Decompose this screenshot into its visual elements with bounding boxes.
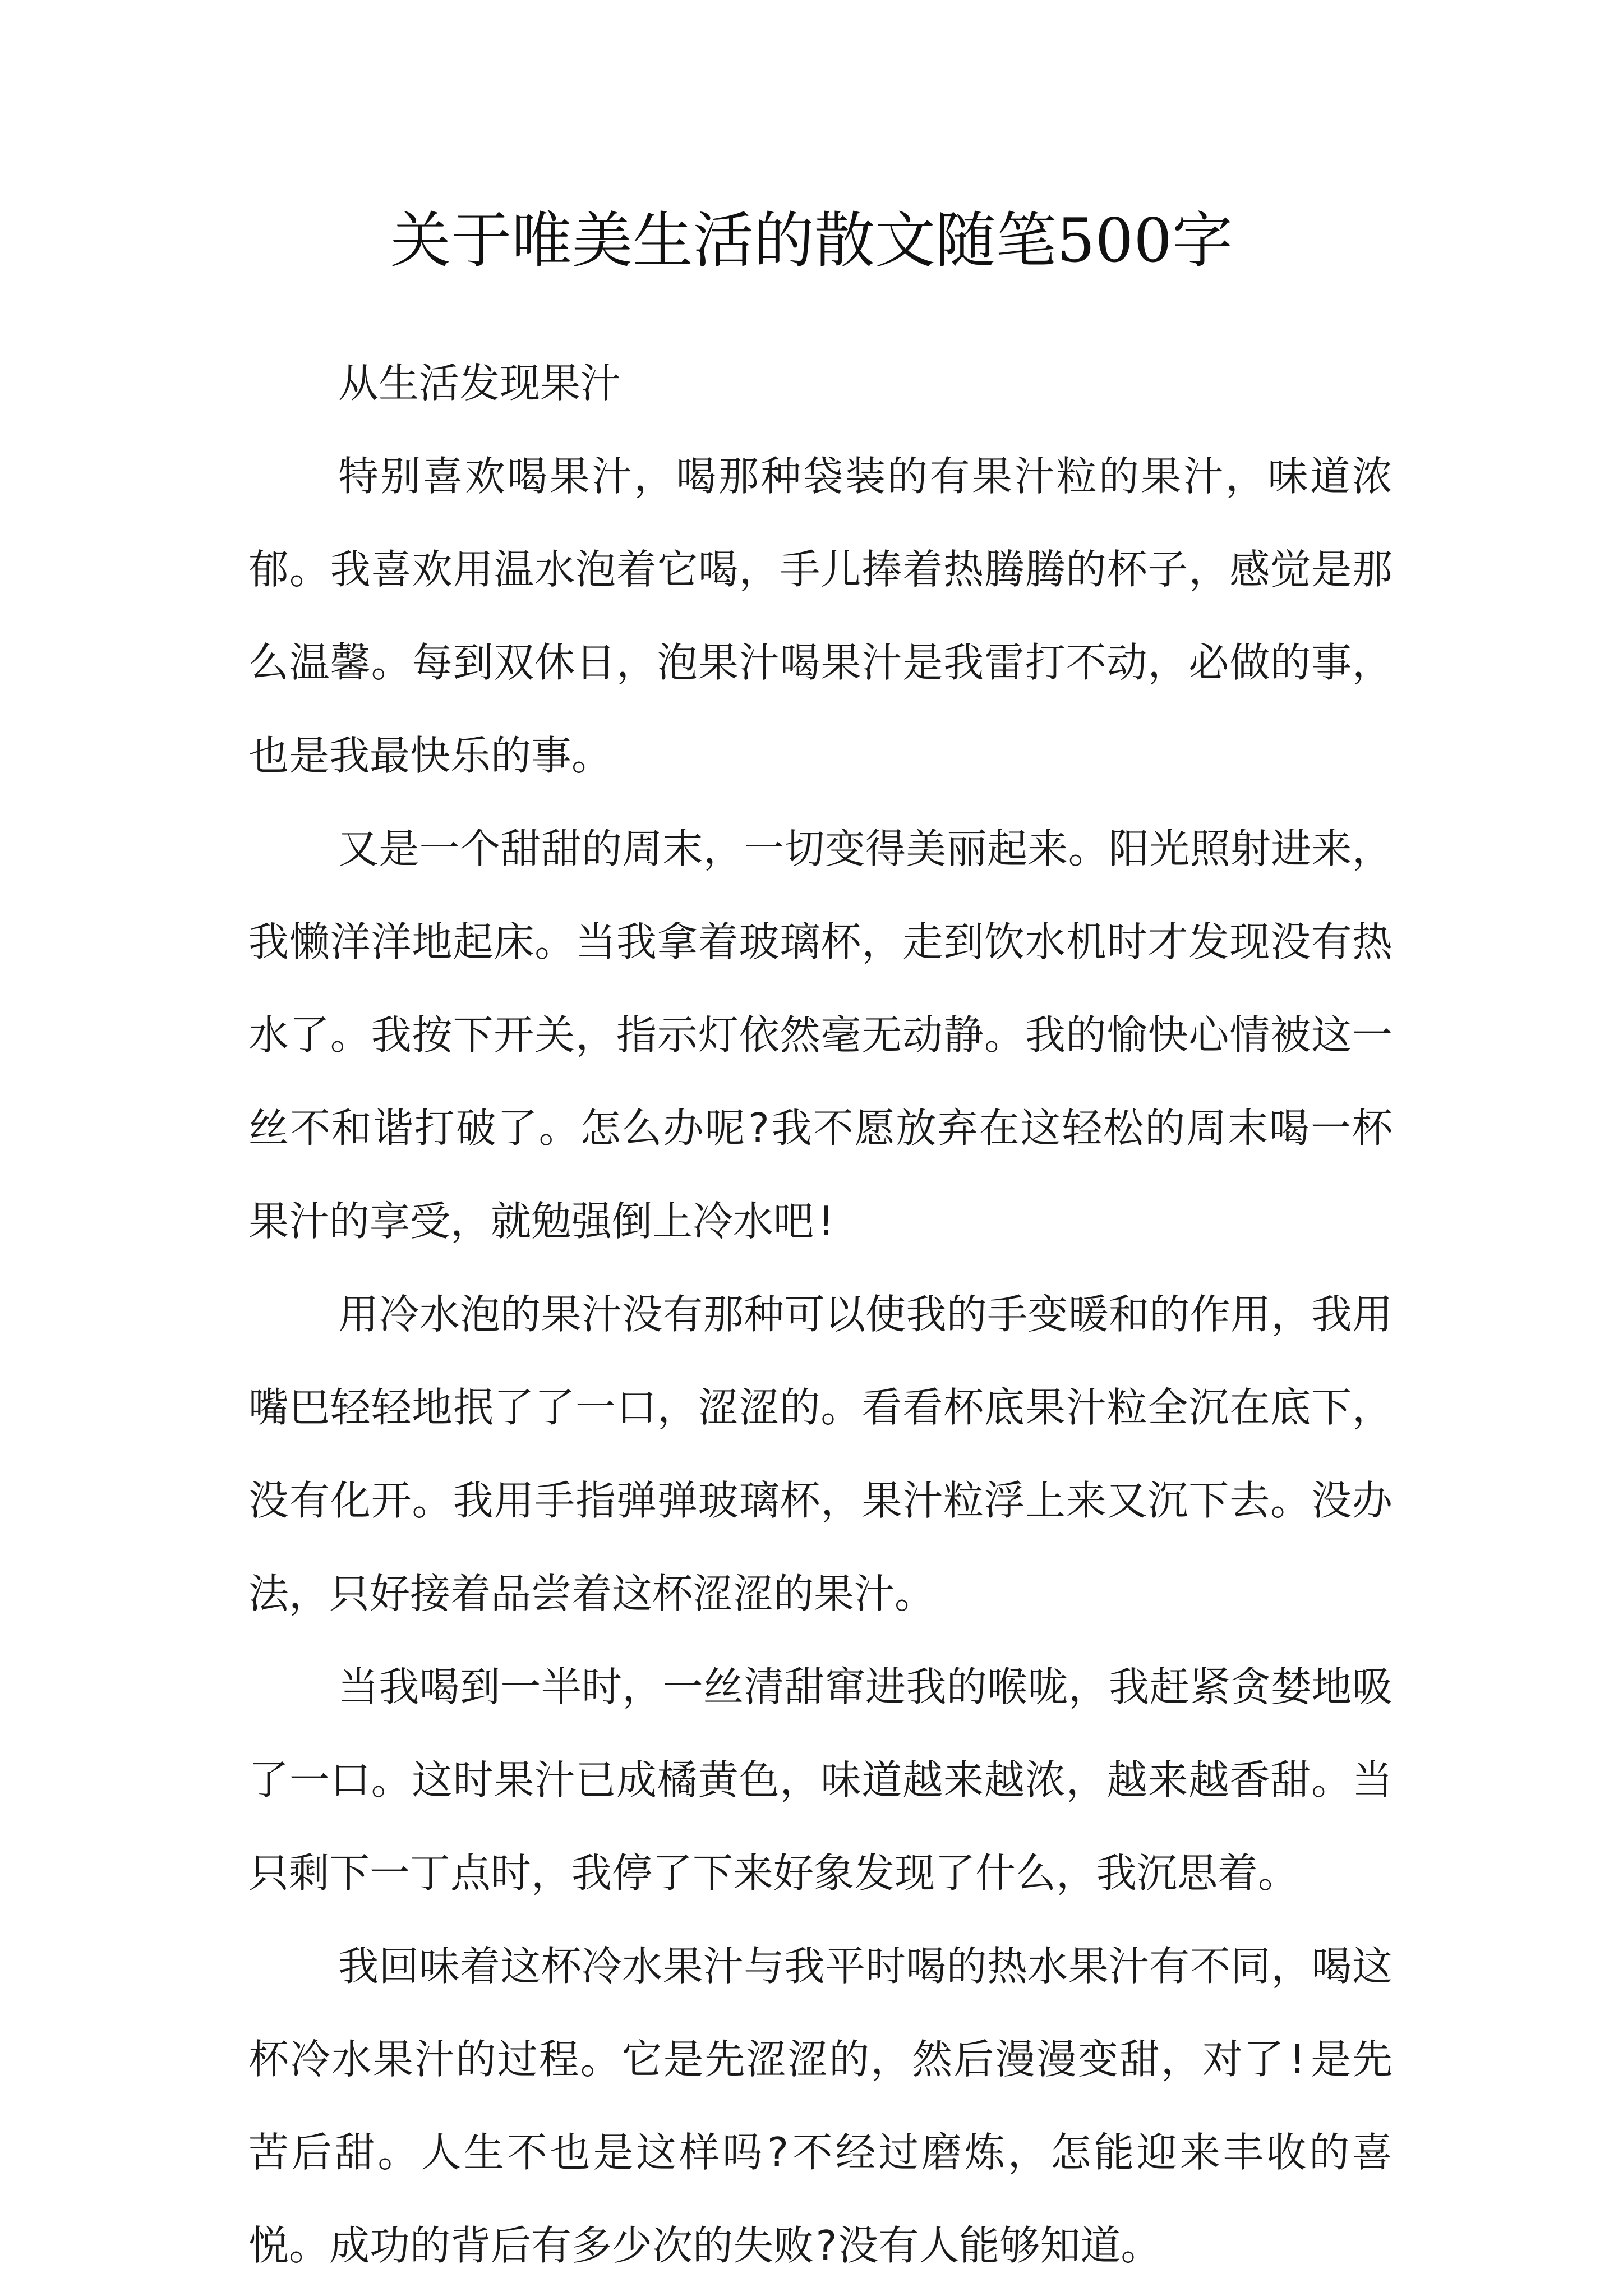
- paragraph: 又是一个甜甜的周末，一切变得美丽起来。阳光照射进来，我懒洋洋地起床。当我拿着玻璃杯，走到饮水机时才发现没有热水了。我按下开关，指示灯依然毫无动静。我的愉快心情被这一丝不和谐打破了。怎么办呢?我不愿放弃在这轻松的周末喝一杯果汁的享受，就勉强倒上冷水吧!: [248, 825, 1393, 1245]
- document-title: 关于唯美生活的散文随笔500字: [390, 206, 1233, 276]
- paragraph: 当我喝到一半时，一丝清甜窜进我的喉咙，我赶紧贪婪地吸了一口。这时果汁已成橘黄色，味道越来越浓，越来越香甜。当只剩下一丁点时，我停了下来好象发现了什么，我沉思着。: [248, 1663, 1393, 1897]
- paragraph: 特别喜欢喝果汁，喝那种袋装的有果汁粒的果汁，味道浓郁。我喜欢用温水泡着它喝，手儿捧着热腾腾的杯子，感觉是那么温馨。每到双休日，泡果汁喝果汁是我雷打不动，必做的事，也是我最快乐的事。: [248, 453, 1393, 779]
- document-body: [248, 337, 1393, 2292]
- subtitle: 从生活发现果汁: [338, 360, 621, 407]
- paragraph: 我回味着这杯冷水果汁与我平时喝的热水果汁有不同，喝这杯冷水果汁的过程。它是先涩涩的，然后漫漫变甜，对了!是先苦后甜。人生不也是这样吗?不经过磨炼，怎能迎来丰收的喜悦。成功的背后有多少次的失败?没有人能够知道。: [248, 1943, 1393, 2269]
- paragraph: 用冷水泡的果汁没有那种可以使我的手变暖和的作用，我用嘴巴轻轻地抿了了一口，涩涩的。看看杯底果汁粒全沉在底下，没有化开。我用手指弹弹玻璃杯，果汁粒浮上来又沉下去。没办法，只好接着品尝着这杯涩涩的果汁。: [248, 1291, 1393, 1617]
